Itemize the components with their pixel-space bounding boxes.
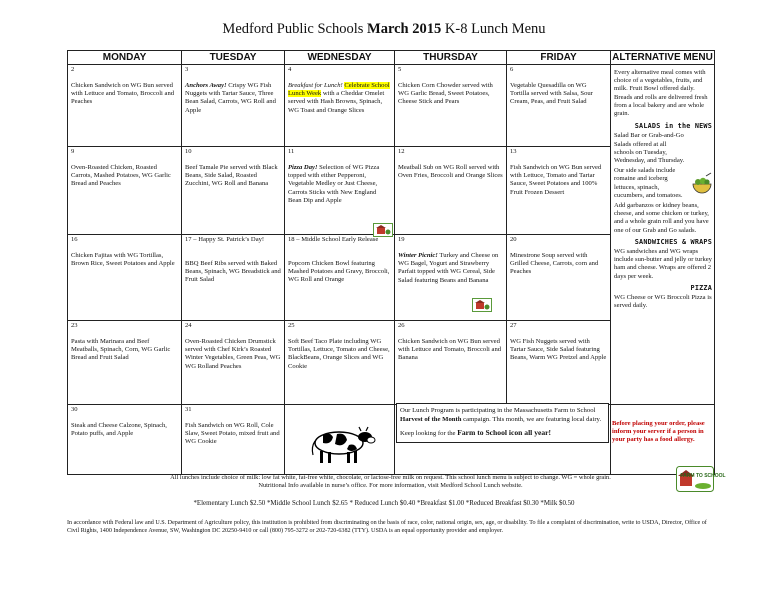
day-cell: 3 Anchors Away! Crispy WG Fish Nuggets with Tartar Sauce, Three Bean Salad, Carrots, WG Roll and Apple (182, 65, 285, 147)
salad-bowl-icon (690, 172, 714, 196)
highlight-text: Celebrate School Lunch Week (288, 82, 390, 98)
header-alternative: ALTERNATIVE MENU (612, 52, 713, 63)
menu-calendar (67, 50, 715, 475)
page-title: Medford Public Schools March 2015 K-8 Lunch Menu (222, 21, 546, 37)
salads-header: SALADS in the NEWS (634, 122, 712, 131)
price-list: *Elementary Lunch $2.50 *Middle School Lunch $2.65 * Reduced Lunch $0.40 *Breakfast $1.00 *Reduced Breakfast $0.30 *Milk $0.50 (193, 500, 575, 507)
day-cell: 9 Oven-Roasted Chicken, Roasted Carrots, Mashed Potatoes, WG Garlic Bread and Peaches (68, 147, 182, 235)
day-cell: 20 Minestrone Soup served with Grilled Cheese, Carrots, corn and Peaches (507, 235, 611, 321)
day-cell: 31 Fish Sandwich on WG Roll, Cole Slaw, Sweet Potato, mixed fruit and WG Cookie (182, 405, 285, 475)
day-cell: 17 – Happy St. Patrick’s Day! BBQ Beef Ribs served with Baked Beans, Spinach, WG Breadstick and Fruit Salad (182, 235, 285, 321)
day-cell: 27 WG Fish Nuggets served with Tartar Sauce, Side Salad featuring Beans, Warm WG Pretzel and Apple (507, 321, 611, 405)
day-cell: 11 Pizza Day! Selection of WG Pizza topped with either Pepperoni, Vegetable Medley or Just Cheese, Carrots Sticks with New England Bean Dip and Apple (285, 147, 395, 235)
harvest-notice: Our Lunch Program is participating in the Massachusetts Farm to School Harvest of the Month campaign. This month, we are featuring local dairy. Keep looking for the Farm to School icon all year! (396, 403, 609, 443)
day-cell: 18 – Middle School Early Release Popcorn Chicken Bowl featuring Mashed Potatoes and Gravy, Broccoli, WG Roll and Orange (285, 235, 395, 321)
day-cell: 24 Oven-Roasted Chicken Drumstick served with Chef Kirk’s Roasted Winter Vegetables, Green Peas, WG WG Rolland Peaches (182, 321, 285, 405)
day-cell: 10 Beef Tamale Pie served with Black Beans, Side Salad, Roasted Zucchini, WG Roll and Banana (182, 147, 285, 235)
day-cell: 6 Vegetable Quesadilla on WG Tortilla served with Salsa, Sour Cream, Peas, and Fruit Salad (507, 65, 611, 147)
day-cell: 16 Chicken Fajitas with WG Tortillas, Brown Rice, Sweet Potatoes and Apple (68, 235, 182, 321)
header-row (68, 51, 715, 65)
cow-icon (303, 419, 383, 469)
header-tuesday: TUESDAY (182, 51, 285, 65)
milk-note: All lunches include choice of milk: low fat white, fat-free white, chocolate, or lactose-free milk on request. This school lunch menu is subject to change. WG = whole grain. Nutritional Info available in nurse’s office. For more information, visit Medford School Lunch website. (170, 474, 611, 489)
day-cell: 19 Winter Picnic! Turkey and Cheese on WG Bagel, Yogurt and Strawberry Parfait topped with WG Cereal, Side Salad featuring Beans and Banana (395, 235, 507, 321)
header-wednesday: WEDNESDAY (285, 51, 395, 65)
day-cell: 26 Chicken Sandwich on WG Bun served with Lettuce and Tomato, Broccoli and Banana (395, 321, 507, 405)
allergy-notice: Before placing your order, please inform your server if a person in your party has a food allergy. (612, 420, 705, 444)
sandwiches-header: SANDWICHES & WRAPS (634, 237, 712, 246)
nondiscrimination-statement: In accordance with Federal law and U.S. Department of Agriculture policy, this institution is prohibited from discriminating on the basis of race, color, national origin, sex, age, or disability. To file a complaint of discrimination, write to USDA, Director, Office of Civil Rights, 1400 Independence Avenue, SW, Washington DC 20250-9410 or call (800) 795-3272 or 202-720-6382 (TTY). USDA is an equal opportunity provider and employer. (67, 520, 707, 535)
pizza-header: PIZZA (690, 283, 712, 292)
alternative-menu: Every alternative meal comes with choice of a vegetables, fruits, and milk. Fruit Bowl offered daily. Breads and rolls are delivered fresh from a local bakery and are whole grain. SALADS in the NEWS Salad Bar or Grab-and-Go Salads offered at all schools on Tuesday, Wednesday, and Thursday. Our side salads include romaine and iceberg lettuces, spinach, cucumbers, and tomatoes. Add garbanzos or kidney beans, cheese, and some chicken or turkey, and a whole grain roll and you have one of our Grab and Go salads. SANDWICHES & WRAPS WG sandwiches and WG wraps include sun-butter and jelly or turkey ham and cheese. Wraps are offered 2 days per week. PIZZA WG Cheese or WG Broccoli Pizza is served daily. (611, 65, 715, 405)
week-row (68, 65, 715, 147)
header-thursday: THURSDAY (395, 51, 507, 65)
farm-to-school-icon (373, 223, 393, 237)
day-cell: 5 Chicken Corn Chowder served with WG Garlic Bread, Sweet Potatoes, Cheese Stick and Pears (395, 65, 507, 147)
header-friday: FRIDAY (507, 51, 611, 65)
day-cell: 4 Breakfast for Lunch! Celebrate School Lunch Week with a Cheddar Omelet served with Hash Browns, Spinach, WG Toast and Orange Slices (285, 65, 395, 147)
day-cell: 13 Fish Sandwich on WG Bun served with Lettuce, Tomato and Tartar Sauce, Sweet Potatoes and 100% Fruit Frozen Dessert (507, 147, 611, 235)
day-cell: 12 Meatball Sub on WG Roll served with Oven Fries, Broccoli and Orange Slices (395, 147, 507, 235)
header-monday: MONDAY (68, 51, 182, 65)
day-cell: 25 Soft Beef Taco Plate including WG Tortillas, Lettuce, Tomato and Cheese, BlackBeans, Orange Slices and WG Cookie (285, 321, 395, 405)
day-cell: 2 Chicken Sandwich on WG Bun served with Lettuce and Tomato, Broccoli and Peaches (68, 65, 182, 147)
day-cell: 23 Pasta with Marinara and Beef Meatballs, Spinach, Corn, WG Garlic Bread and Fruit Salad (68, 321, 182, 405)
farm-to-school-icon (472, 298, 492, 312)
day-cell: 30 Steak and Cheese Calzone, Spinach, Potato puffs, and Apple (68, 405, 182, 475)
svg-text:FARM TO SCHOOL: FARM TO SCHOOL (680, 473, 726, 479)
